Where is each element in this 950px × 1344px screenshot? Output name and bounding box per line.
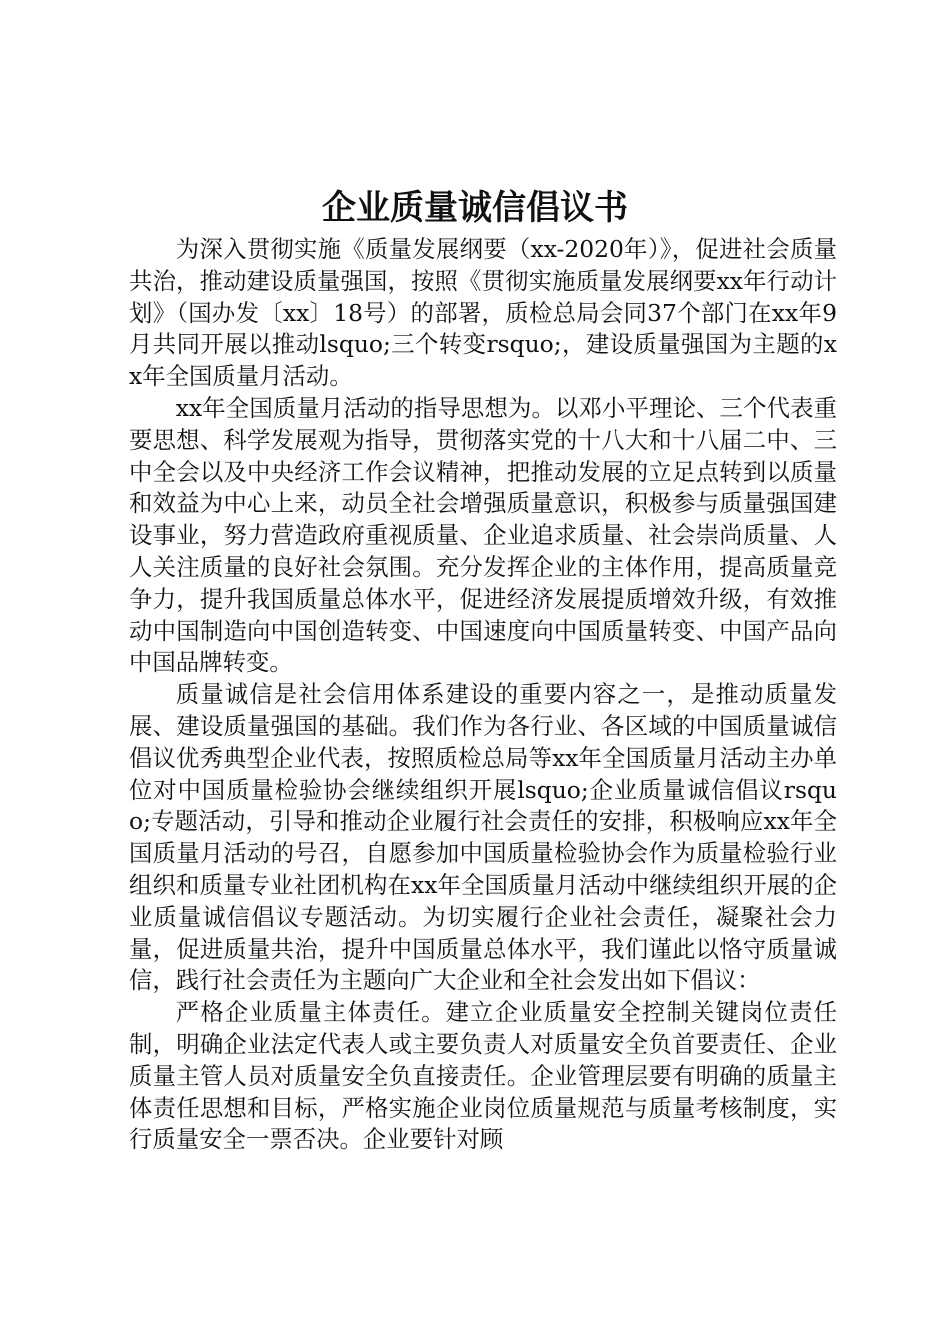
document-title: 企业质量诚信倡议书 bbox=[322, 188, 628, 228]
paragraph-1: 为深入贯彻实施《质量发展纲要（xx-2020年）》，促进社会质量共治，推动建设质量强国，按照《贯彻实施质量发展纲要xx年行动计划》（国办发〔xx〕18号）的部署，质检总局会同37个部门在xx年9月共同开展以推动lsquo;三个转变rsquo;，建设质量强国为主题的xx年全国质量月活动。 bbox=[129, 235, 837, 391]
paragraph-4: 严格企业质量主体责任。建立企业质量安全控制关键岗位责任制，明确企业法定代表人或主要负责人对质量安全负首要责任、企业质量主管人员对质量安全负直接责任。企业管理层要有明确的质量主体责任思想和目标，严格实施企业岗位质量规范与质量考核制度，实行质量安全一票否决。企业要针对顾 bbox=[129, 998, 837, 1154]
document-body bbox=[129, 234, 837, 1156]
paragraph-3: 质量诚信是社会信用体系建设的重要内容之一，是推动质量发展、建设质量强国的基础。我们作为各行业、各区域的中国质量诚信倡议优秀典型企业代表，按照质检总局等xx年全国质量月活动主办单位对中国质量检验协会继续组织开展lsquo;企业质量诚信倡议rsquo;专题活动，引导和推动企业履行社会责任的安排，积极响应xx年全国质量月活动的号召，自愿参加中国质量检验协会作为质量检验行业组织和质量专业社团机构在xx年全国质量月活动中继续组织开展的企业质量诚信倡议专题活动。为切实履行企业社会责任，凝聚社会力量，促进质量共治，提升中国质量总体水平，我们谨此以恪守质量诚信，践行社会责任为主题向广大企业和全社会发出如下倡议： bbox=[129, 680, 837, 995]
paragraph-2: xx年全国质量月活动的指导思想为。以邓小平理论、三个代表重要思想、科学发展观为指导，贯彻落实党的十八大和十八届二中、三中全会以及中央经济工作会议精神，把推动发展的立足点转到以质量和效益为中心上来，动员全社会增强质量意识，积极参与质量强国建设事业，努力营造政府重视质量、企业追求质量、社会崇尚质量、人人关注质量的良好社会氛围。充分发挥企业的主体作用，提高质量竞争力，提升我国质量总体水平，促进经济发展提质增效升级，有效推动中国制造向中国创造转变、中国速度向中国质量转变、中国产品向中国品牌转变。 bbox=[129, 393, 837, 677]
